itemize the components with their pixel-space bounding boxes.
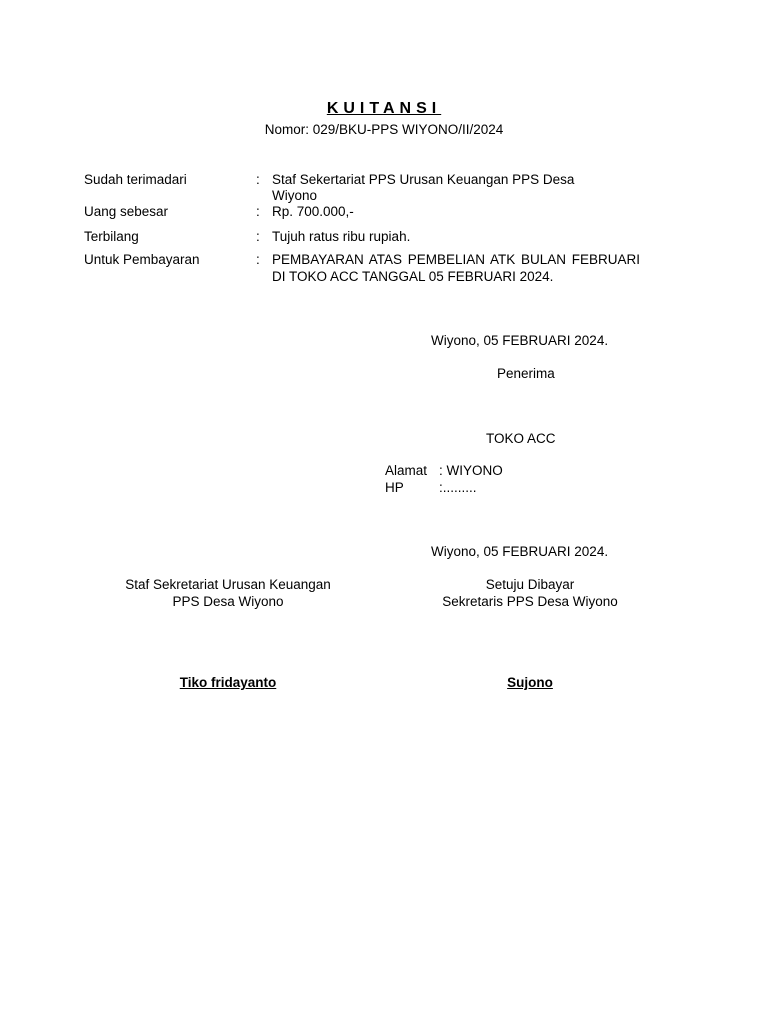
document-number: Nomor: 029/BKU-PPS WIYONO/II/2024 — [264, 122, 504, 137]
label-uang-sebesar: Uang sebesar — [84, 204, 169, 219]
approval-date: Wiyono, 05 FEBRUARI 2024. — [431, 544, 609, 559]
value-sudah-terima-dari-line2: Wiyono — [272, 188, 318, 203]
colon-sudah-terima-dari: : — [256, 172, 260, 187]
receiver-alamat-value: : WIYONO — [439, 463, 503, 478]
left-signatory-title-line1: Staf Sekretariat Urusan Keuangan — [125, 577, 331, 592]
value-untuk-pembayaran: PEMBAYARAN ATAS PEMBELIAN ATK BULAN FEBRUARI DI TOKO ACC TANGGAL 05 FEBRUARI 2024. — [272, 252, 640, 284]
receiver-hp-label: HP — [385, 480, 404, 495]
receiver-date: Wiyono, 05 FEBRUARI 2024. — [431, 333, 609, 348]
right-signatory-title — [410, 576, 650, 610]
label-untuk-pembayaran: Untuk Pembayaran — [84, 252, 200, 267]
colon-untuk-pembayaran: : — [256, 252, 260, 267]
left-signatory-title — [92, 576, 364, 610]
colon-uang-sebesar: : — [256, 204, 260, 219]
label-sudah-terima-dari: Sudah terimadari — [84, 172, 187, 187]
value-sudah-terima-dari-line1: Staf Sekertariat PPS Urusan Keuangan PPS Desa — [272, 172, 575, 187]
document-title: KUITANSI — [326, 100, 442, 117]
receiver-alamat-label: Alamat — [385, 463, 428, 478]
label-terbilang: Terbilang — [84, 229, 139, 244]
left-signatory-title-line2: PPS Desa Wiyono — [172, 594, 284, 609]
value-terbilang: Tujuh ratus ribu rupiah. — [272, 229, 411, 244]
right-signatory-name: Sujono — [507, 675, 553, 690]
receiver-name: TOKO ACC — [486, 431, 556, 446]
receiver-role: Penerima — [497, 366, 555, 381]
left-signatory-name: Tiko fridayanto — [179, 675, 277, 690]
right-signatory-title-line1: Setuju Dibayar — [485, 577, 575, 592]
colon-terbilang: : — [256, 229, 260, 244]
value-uang-sebesar: Rp. 700.000,- — [272, 204, 354, 219]
receiver-hp-value: :......... — [439, 480, 477, 495]
right-signatory-title-line2: Sekretaris PPS Desa Wiyono — [442, 594, 618, 609]
